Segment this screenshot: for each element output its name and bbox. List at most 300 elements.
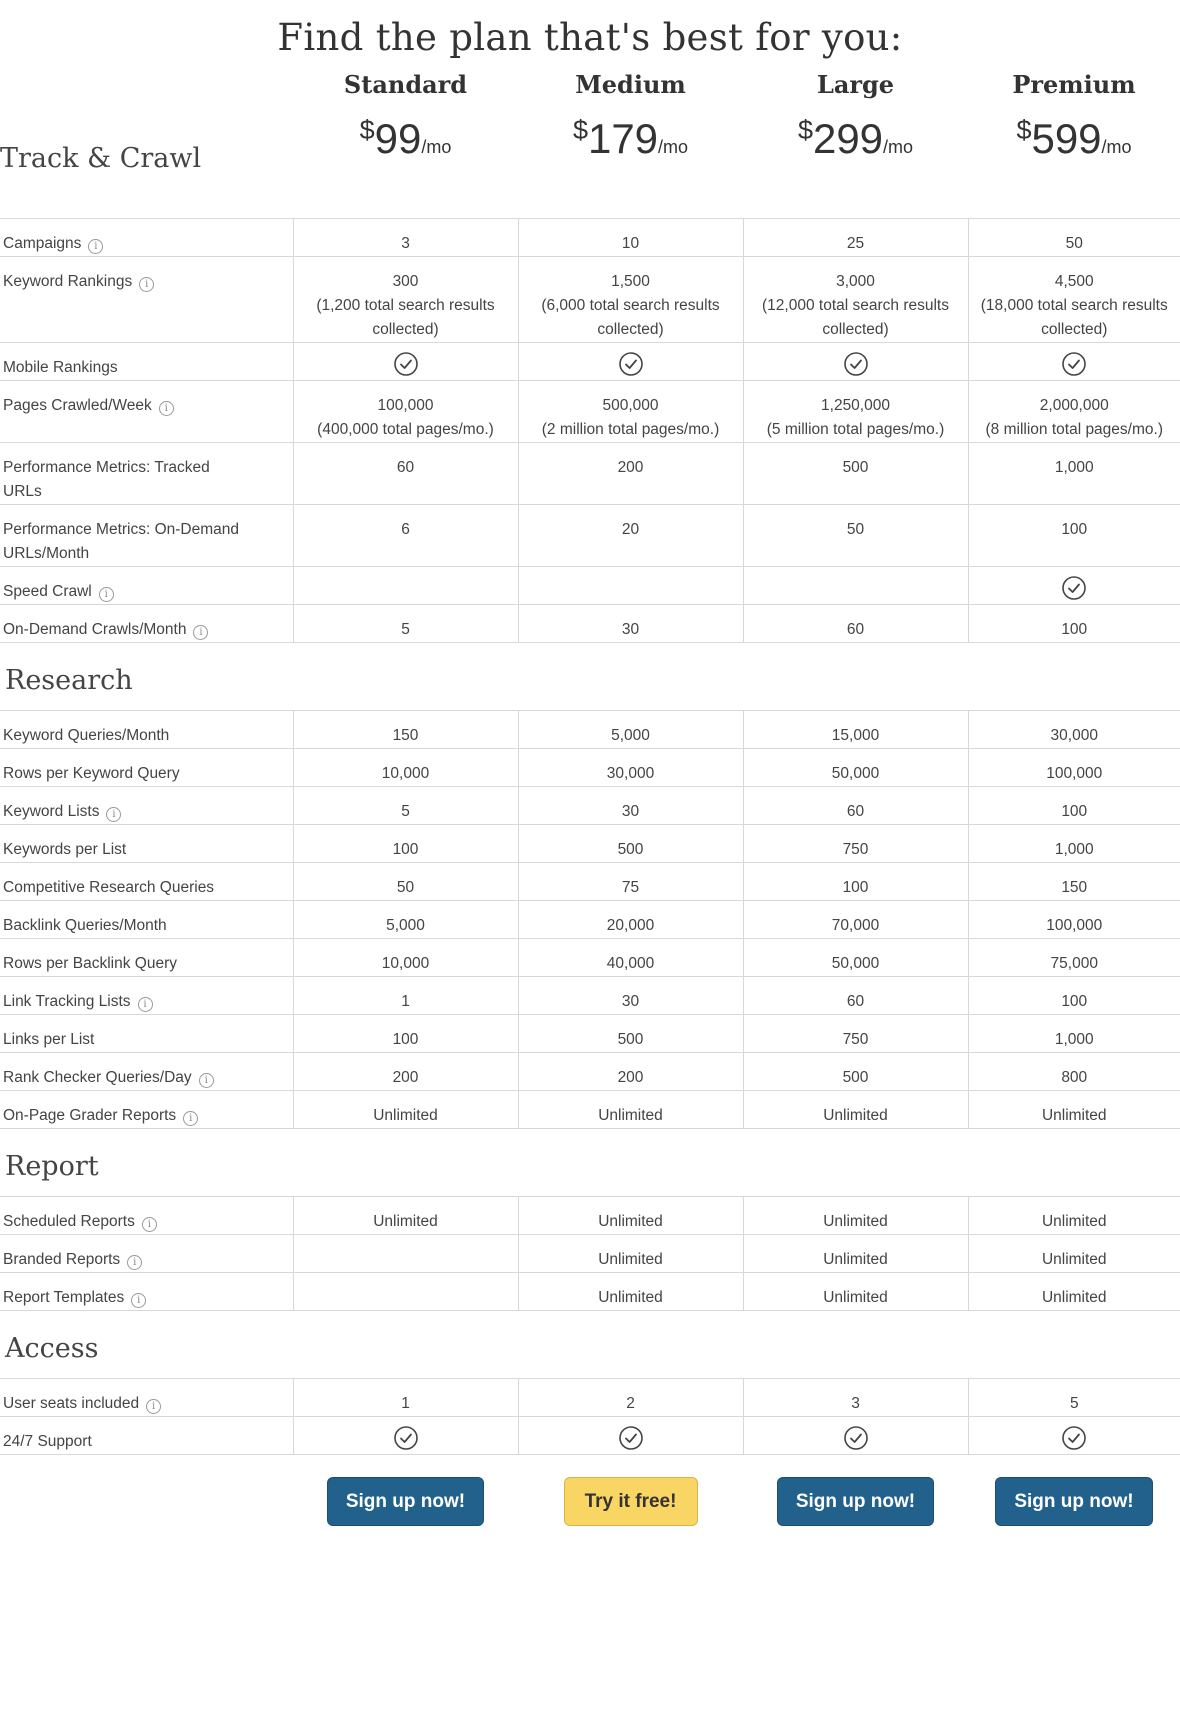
feature-value: Unlimited bbox=[1041, 1106, 1107, 1124]
feature-label-cell bbox=[0, 900, 293, 938]
feature-label: Keyword Lists bbox=[3, 802, 100, 820]
feature-value-cell bbox=[293, 218, 518, 256]
feature-value: 25 bbox=[846, 234, 865, 252]
feature-label-cell bbox=[0, 256, 293, 342]
feature-value-cell bbox=[518, 442, 743, 504]
feature-value-cell bbox=[968, 748, 1180, 786]
feature-row bbox=[0, 786, 1180, 824]
feature-value: 1,000 bbox=[1054, 458, 1094, 476]
prices-row bbox=[0, 115, 1180, 218]
sign-up-button[interactable]: Sign up now! bbox=[777, 1477, 934, 1526]
feature-value: 100,000 bbox=[1046, 764, 1103, 782]
feature-value-cell bbox=[293, 442, 518, 504]
info-icon[interactable]: i bbox=[106, 807, 121, 822]
feature-row bbox=[0, 1234, 1180, 1272]
feature-value-cell bbox=[293, 504, 518, 566]
feature-label-cell bbox=[0, 442, 293, 504]
feature-value: 50 bbox=[396, 878, 415, 896]
feature-value: 50,000 bbox=[831, 954, 880, 972]
feature-value: 100 bbox=[1061, 992, 1088, 1010]
feature-row bbox=[0, 380, 1180, 442]
feature-label: Campaigns bbox=[3, 234, 82, 252]
feature-value-cell bbox=[518, 1090, 743, 1128]
feature-value-cell bbox=[968, 976, 1180, 1014]
feature-label: Rows per Keyword Query bbox=[3, 764, 180, 782]
feature-label: Rank Checker Queries/Day bbox=[3, 1068, 192, 1086]
feature-row bbox=[0, 442, 1180, 504]
feature-value-cell bbox=[518, 786, 743, 824]
feature-value-cell bbox=[518, 938, 743, 976]
feature-value-cell bbox=[293, 256, 518, 342]
feature-row bbox=[0, 1052, 1180, 1090]
feature-label-cell bbox=[0, 504, 293, 566]
try-free-button[interactable]: Try it free! bbox=[564, 1477, 698, 1526]
feature-value-cell bbox=[968, 1196, 1180, 1234]
feature-label: Mobile Rankings bbox=[3, 358, 118, 376]
feature-value: 6 bbox=[401, 520, 410, 538]
feature-value: 800 bbox=[1061, 1068, 1088, 1086]
feature-value: 500,000 (2 million total pages/mo.) bbox=[541, 396, 720, 438]
price-amount: 599 bbox=[1031, 115, 1102, 162]
feature-value-cell bbox=[293, 1378, 518, 1416]
feature-value: 50 bbox=[846, 520, 865, 538]
cta-cell bbox=[968, 1454, 1180, 1594]
feature-value: 10 bbox=[621, 234, 640, 252]
cta-cell bbox=[293, 1454, 518, 1594]
feature-value-cell bbox=[743, 604, 968, 642]
feature-value-cell bbox=[743, 710, 968, 748]
feature-value-cell bbox=[293, 710, 518, 748]
feature-value-cell bbox=[968, 504, 1180, 566]
feature-value-cell bbox=[743, 1014, 968, 1052]
price-currency: $ bbox=[1016, 115, 1032, 145]
plan-price bbox=[968, 115, 1180, 218]
feature-row bbox=[0, 1272, 1180, 1310]
feature-value: 300 (1,200 total search results collected) bbox=[316, 272, 495, 338]
feature-value: 1,000 bbox=[1054, 840, 1094, 858]
feature-value: Unlimited bbox=[598, 1212, 663, 1230]
sign-up-button[interactable]: Sign up now! bbox=[995, 1477, 1152, 1526]
feature-label-cell bbox=[0, 748, 293, 786]
feature-value: 200 bbox=[617, 458, 644, 476]
feature-value: Unlimited bbox=[373, 1212, 438, 1230]
feature-value-cell bbox=[743, 256, 968, 342]
feature-row bbox=[0, 748, 1180, 786]
feature-value-cell bbox=[293, 748, 518, 786]
feature-label: Keyword Queries/Month bbox=[3, 726, 170, 744]
feature-value-cell bbox=[968, 566, 1180, 604]
feature-value: 100 bbox=[392, 1030, 419, 1048]
feature-label-cell bbox=[0, 786, 293, 824]
feature-label-cell bbox=[0, 380, 293, 442]
section-header-row bbox=[0, 1128, 1180, 1196]
check-circle-icon bbox=[843, 1425, 869, 1451]
feature-value-cell bbox=[293, 1234, 518, 1272]
feature-value: 60 bbox=[846, 992, 865, 1010]
feature-value-cell bbox=[743, 1234, 968, 1272]
feature-value: 1,250,000 (5 million total pages/mo.) bbox=[766, 396, 945, 438]
plan-name: Medium bbox=[575, 70, 686, 99]
feature-row bbox=[0, 1378, 1180, 1416]
feature-value-cell bbox=[518, 1378, 743, 1416]
feature-value: 30 bbox=[621, 992, 640, 1010]
feature-label: Pages Crawled/Week bbox=[3, 396, 152, 414]
price-currency: $ bbox=[359, 115, 375, 145]
feature-value: 60 bbox=[846, 802, 865, 820]
feature-value-cell bbox=[743, 1196, 968, 1234]
feature-value: 30,000 bbox=[1050, 726, 1098, 744]
feature-value-cell bbox=[968, 1014, 1180, 1052]
feature-value-cell bbox=[968, 710, 1180, 748]
info-icon[interactable]: i bbox=[127, 1255, 142, 1270]
plan-price bbox=[293, 115, 518, 218]
check-circle-icon bbox=[1061, 351, 1087, 377]
feature-value-cell bbox=[518, 862, 743, 900]
check-circle-icon bbox=[393, 1425, 419, 1451]
feature-value-cell bbox=[518, 976, 743, 1014]
feature-value-cell bbox=[743, 342, 968, 380]
info-icon[interactable]: i bbox=[159, 401, 174, 416]
feature-value-cell bbox=[743, 442, 968, 504]
feature-value-cell bbox=[518, 1014, 743, 1052]
feature-value-cell bbox=[518, 748, 743, 786]
feature-label: On-Page Grader Reports bbox=[3, 1106, 177, 1124]
feature-value-cell bbox=[293, 1052, 518, 1090]
feature-value: 100 bbox=[1061, 520, 1088, 538]
feature-row bbox=[0, 256, 1180, 342]
check-circle-icon bbox=[1061, 575, 1087, 601]
feature-value-cell bbox=[518, 1052, 743, 1090]
feature-value-cell bbox=[968, 1378, 1180, 1416]
feature-value-cell bbox=[743, 900, 968, 938]
feature-value: Unlimited bbox=[598, 1250, 663, 1268]
feature-value-cell bbox=[293, 1090, 518, 1128]
info-icon[interactable]: i bbox=[139, 277, 154, 292]
feature-value-cell bbox=[968, 256, 1180, 342]
feature-label-cell bbox=[0, 938, 293, 976]
feature-label: Backlink Queries/Month bbox=[3, 916, 167, 934]
feature-value: 4,500 (18,000 total search results collected) bbox=[980, 272, 1168, 338]
feature-value: 60 bbox=[396, 458, 415, 476]
feature-value-cell bbox=[293, 862, 518, 900]
feature-value: 150 bbox=[392, 726, 419, 744]
feature-value: 1 bbox=[401, 992, 410, 1010]
feature-value-cell bbox=[968, 824, 1180, 862]
feature-value-cell bbox=[518, 380, 743, 442]
feature-row bbox=[0, 710, 1180, 748]
feature-value: 500 bbox=[617, 840, 644, 858]
plan-price bbox=[518, 115, 743, 218]
feature-value-cell bbox=[743, 976, 968, 1014]
feature-label-cell bbox=[0, 566, 293, 604]
section-title: Report bbox=[0, 1128, 1180, 1196]
feature-value: 75 bbox=[621, 878, 640, 896]
feature-label: Branded Reports bbox=[3, 1250, 121, 1268]
feature-row bbox=[0, 342, 1180, 380]
feature-value: 70,000 bbox=[831, 916, 880, 934]
feature-value-cell bbox=[743, 1090, 968, 1128]
feature-label-cell bbox=[0, 1196, 293, 1234]
feature-row bbox=[0, 1416, 1180, 1454]
feature-value: Unlimited bbox=[598, 1288, 663, 1306]
feature-value-cell bbox=[968, 938, 1180, 976]
feature-value: Unlimited bbox=[373, 1106, 438, 1124]
feature-value: Unlimited bbox=[1041, 1212, 1107, 1230]
cta-cell bbox=[743, 1454, 968, 1594]
feature-value: 1,500 (6,000 total search results collected) bbox=[541, 272, 720, 338]
feature-label-cell bbox=[0, 1272, 293, 1310]
feature-label: Scheduled Reports bbox=[3, 1212, 135, 1230]
feature-value-cell bbox=[968, 1234, 1180, 1272]
feature-value: Unlimited bbox=[1041, 1250, 1107, 1268]
feature-value: 100 bbox=[1061, 802, 1088, 820]
feature-value: 500 bbox=[617, 1030, 644, 1048]
info-icon[interactable]: i bbox=[131, 1293, 146, 1308]
section-title: Track & Crawl bbox=[0, 115, 293, 218]
feature-label-cell bbox=[0, 1014, 293, 1052]
feature-value-cell bbox=[293, 380, 518, 442]
spacer bbox=[0, 1454, 293, 1594]
cta-cell bbox=[518, 1454, 743, 1594]
feature-value: 750 bbox=[842, 840, 869, 858]
plan-name: Standard bbox=[343, 70, 468, 99]
feature-value-cell bbox=[968, 604, 1180, 642]
feature-label-cell bbox=[0, 710, 293, 748]
feature-label-cell bbox=[0, 1052, 293, 1090]
feature-value: 150 bbox=[1061, 878, 1088, 896]
feature-value: 40,000 bbox=[606, 954, 655, 972]
feature-value: 3 bbox=[851, 1394, 860, 1412]
feature-value: 10,000 bbox=[381, 954, 430, 972]
feature-value-cell bbox=[968, 1090, 1180, 1128]
feature-value-cell bbox=[293, 1272, 518, 1310]
feature-value: 75,000 bbox=[1050, 954, 1098, 972]
price-amount: 299 bbox=[812, 115, 884, 162]
feature-value-cell bbox=[518, 1196, 743, 1234]
feature-value-cell bbox=[743, 748, 968, 786]
feature-value: 20 bbox=[621, 520, 640, 538]
feature-row bbox=[0, 1090, 1180, 1128]
feature-value: 5,000 bbox=[386, 916, 425, 934]
feature-value-cell bbox=[518, 1416, 743, 1454]
feature-value-cell bbox=[743, 1416, 968, 1454]
feature-value-cell bbox=[743, 938, 968, 976]
feature-label: 24/7 Support bbox=[3, 1432, 92, 1450]
feature-value-cell bbox=[293, 900, 518, 938]
feature-value: 2,000,000 (8 million total pages/mo.) bbox=[985, 396, 1163, 438]
feature-value-cell bbox=[968, 218, 1180, 256]
price-currency: $ bbox=[797, 115, 813, 145]
feature-value-cell bbox=[968, 1272, 1180, 1310]
check-circle-icon bbox=[1061, 1425, 1087, 1451]
feature-value: 5 bbox=[1069, 1394, 1079, 1412]
feature-value: 3 bbox=[401, 234, 410, 252]
feature-value: Unlimited bbox=[823, 1288, 888, 1306]
feature-value: 3,000 (12,000 total search results collected) bbox=[762, 272, 949, 338]
price-period: /mo bbox=[1101, 137, 1132, 157]
feature-label-cell bbox=[0, 218, 293, 256]
feature-value-cell bbox=[968, 900, 1180, 938]
feature-label-cell bbox=[0, 1234, 293, 1272]
feature-value-cell bbox=[968, 342, 1180, 380]
feature-row bbox=[0, 604, 1180, 642]
feature-row bbox=[0, 900, 1180, 938]
feature-value-cell bbox=[968, 1052, 1180, 1090]
feature-row bbox=[0, 862, 1180, 900]
feature-value: 50 bbox=[1065, 234, 1083, 252]
feature-row bbox=[0, 938, 1180, 976]
price-period: /mo bbox=[658, 137, 689, 157]
feature-value: 100,000 bbox=[1046, 916, 1103, 934]
feature-label: Speed Crawl bbox=[3, 582, 92, 600]
feature-value: 5,000 bbox=[611, 726, 650, 744]
feature-label: Link Tracking Lists bbox=[3, 992, 131, 1010]
feature-label-cell bbox=[0, 342, 293, 380]
feature-label: Links per List bbox=[3, 1030, 95, 1048]
feature-value: 100,000 (400,000 total pages/mo.) bbox=[317, 396, 494, 438]
check-circle-icon bbox=[843, 351, 869, 377]
feature-value-cell bbox=[743, 1378, 968, 1416]
feature-value: 100 bbox=[842, 878, 869, 896]
feature-value: 60 bbox=[846, 620, 865, 638]
feature-row bbox=[0, 504, 1180, 566]
feature-value-cell bbox=[293, 976, 518, 1014]
feature-value: Unlimited bbox=[1041, 1288, 1107, 1306]
feature-value-cell bbox=[518, 1234, 743, 1272]
feature-value-cell bbox=[518, 824, 743, 862]
feature-value: Unlimited bbox=[823, 1250, 888, 1268]
cta-row bbox=[0, 1454, 1180, 1594]
feature-value-cell bbox=[968, 442, 1180, 504]
info-icon[interactable]: i bbox=[183, 1111, 198, 1126]
feature-value: 30 bbox=[621, 620, 640, 638]
price-period: /mo bbox=[421, 137, 452, 157]
feature-value-cell bbox=[518, 604, 743, 642]
feature-value: 750 bbox=[842, 1030, 869, 1048]
feature-row bbox=[0, 1196, 1180, 1234]
feature-value: Unlimited bbox=[823, 1106, 888, 1124]
feature-row bbox=[0, 566, 1180, 604]
info-icon[interactable]: i bbox=[99, 587, 114, 602]
plan-price bbox=[743, 115, 968, 218]
feature-label-cell bbox=[0, 824, 293, 862]
sign-up-button[interactable]: Sign up now! bbox=[327, 1477, 484, 1526]
feature-label-cell bbox=[0, 1378, 293, 1416]
plan-name: Premium bbox=[1012, 70, 1136, 99]
feature-value-cell bbox=[518, 218, 743, 256]
feature-value: 100 bbox=[392, 840, 419, 858]
feature-value-cell bbox=[968, 786, 1180, 824]
feature-label-cell bbox=[0, 604, 293, 642]
feature-value: 200 bbox=[392, 1068, 419, 1086]
info-icon[interactable]: i bbox=[146, 1399, 161, 1414]
feature-label: User seats included bbox=[3, 1394, 140, 1412]
feature-value: 10,000 bbox=[381, 764, 430, 782]
feature-value-cell bbox=[293, 786, 518, 824]
feature-value-cell bbox=[293, 938, 518, 976]
feature-label: Report Templates bbox=[3, 1288, 125, 1306]
info-icon[interactable]: i bbox=[193, 625, 208, 640]
feature-value-cell bbox=[518, 566, 743, 604]
feature-value: 1 bbox=[401, 1394, 410, 1412]
feature-value-cell bbox=[743, 1052, 968, 1090]
feature-value: 20,000 bbox=[606, 916, 655, 934]
info-icon[interactable]: i bbox=[142, 1217, 157, 1232]
feature-value: 100 bbox=[1061, 620, 1088, 638]
feature-value: Unlimited bbox=[823, 1212, 888, 1230]
feature-value-cell bbox=[743, 218, 968, 256]
price-period: /mo bbox=[883, 137, 914, 157]
feature-value-cell bbox=[968, 862, 1180, 900]
check-circle-icon bbox=[393, 351, 419, 377]
feature-value: Unlimited bbox=[598, 1106, 663, 1124]
price-currency: $ bbox=[572, 115, 588, 145]
feature-value-cell bbox=[743, 1272, 968, 1310]
feature-value-cell bbox=[743, 504, 968, 566]
feature-value-cell bbox=[293, 1196, 518, 1234]
feature-value-cell bbox=[293, 566, 518, 604]
price-amount: 99 bbox=[374, 115, 422, 162]
feature-label: Competitive Research Queries bbox=[3, 878, 215, 896]
feature-label: Keywords per List bbox=[3, 840, 127, 858]
check-circle-icon bbox=[618, 351, 644, 377]
feature-label: Performance Metrics: Tracked URLs bbox=[3, 458, 210, 500]
feature-value: 30 bbox=[621, 802, 640, 820]
feature-value-cell bbox=[518, 710, 743, 748]
feature-value-cell bbox=[968, 1416, 1180, 1454]
feature-value-cell bbox=[293, 604, 518, 642]
feature-value: 500 bbox=[842, 1068, 869, 1086]
feature-value-cell bbox=[293, 1416, 518, 1454]
feature-value: 200 bbox=[617, 1068, 644, 1086]
feature-value: 500 bbox=[842, 458, 869, 476]
feature-value-cell bbox=[743, 380, 968, 442]
page-title: Find the plan that's best for you: bbox=[277, 16, 903, 59]
feature-value: 30,000 bbox=[606, 764, 655, 782]
feature-value-cell bbox=[518, 342, 743, 380]
plan-name: Large bbox=[816, 70, 895, 99]
feature-label: Keyword Rankings bbox=[3, 272, 133, 290]
feature-label: Performance Metrics: On-Demand URLs/Month bbox=[3, 520, 240, 562]
price-amount: 179 bbox=[587, 115, 659, 162]
section-header-row bbox=[0, 642, 1180, 710]
feature-value: 15,000 bbox=[831, 726, 880, 744]
feature-label-cell bbox=[0, 1090, 293, 1128]
feature-label-cell bbox=[0, 862, 293, 900]
section-title: Access bbox=[0, 1310, 1180, 1378]
feature-row bbox=[0, 1014, 1180, 1052]
info-icon[interactable]: i bbox=[88, 239, 103, 254]
section-title: Research bbox=[0, 642, 1180, 710]
feature-value-cell bbox=[293, 342, 518, 380]
feature-value: 1,000 bbox=[1054, 1030, 1094, 1048]
feature-label: On-Demand Crawls/Month bbox=[3, 620, 187, 638]
info-icon[interactable]: i bbox=[199, 1073, 214, 1088]
feature-row bbox=[0, 218, 1180, 256]
feature-value-cell bbox=[743, 824, 968, 862]
feature-value-cell bbox=[518, 256, 743, 342]
feature-value-cell bbox=[518, 504, 743, 566]
feature-value-cell bbox=[518, 1272, 743, 1310]
feature-value: 2 bbox=[626, 1394, 635, 1412]
feature-label-cell bbox=[0, 976, 293, 1014]
feature-value: 5 bbox=[401, 620, 410, 638]
section-header-row bbox=[0, 1310, 1180, 1378]
info-icon[interactable]: i bbox=[138, 997, 153, 1012]
feature-row bbox=[0, 824, 1180, 862]
check-circle-icon bbox=[618, 1425, 644, 1451]
feature-value: 5 bbox=[401, 802, 410, 820]
